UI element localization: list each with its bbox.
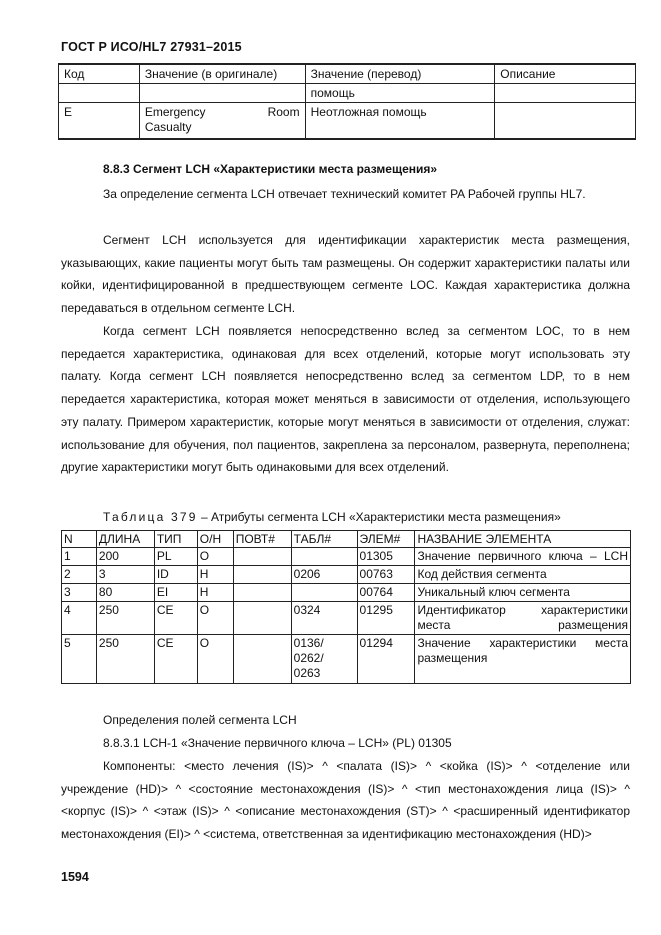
col-header-translation: Значение (перевод) <box>305 64 495 84</box>
table-row <box>59 103 636 140</box>
cell-line <box>145 105 300 120</box>
table-cell: Н <box>197 584 233 602</box>
col-header-type: ТИП <box>154 531 197 548</box>
table-cell: О <box>197 635 233 684</box>
table-row <box>62 584 631 602</box>
cell-word: Emergency <box>144 105 206 119</box>
paragraph: За определение сегмента LCH отвечает технический комитет PA Рабочей группы HL7. <box>103 187 586 201</box>
code-table-header-row <box>59 64 636 84</box>
table-cell: 200 <box>96 548 154 566</box>
table-caption <box>103 510 561 525</box>
col-header-repeat: ПОВТ# <box>233 531 291 548</box>
cell-line: 0136/ <box>293 636 324 650</box>
col-header-description: Описание <box>495 64 636 84</box>
table-cell: 00763 <box>357 566 415 584</box>
table-cell: ID <box>154 566 197 584</box>
table-cell <box>233 635 291 684</box>
fields-heading: Определения полей сегмента LCH <box>103 713 297 727</box>
field-sub-heading: 8.8.3.1 LCH-1 «Значение первичного ключа – LCH» (PL) 01305 <box>103 736 452 750</box>
table-cell: E <box>59 103 140 140</box>
table-cell <box>291 584 357 602</box>
col-header-element-name: НАЗВАНИЕ ЭЛЕМЕНТА <box>415 531 631 548</box>
col-header-length: ДЛИНА <box>96 531 154 548</box>
table-row <box>62 602 631 635</box>
table-cell: 01294 <box>357 635 415 684</box>
table-cell: 80 <box>96 584 154 602</box>
table-cell: помощь <box>305 84 495 103</box>
section-title: 8.8.3 Сегмент LCH «Характеристики места размещения» <box>103 162 438 176</box>
table-cell <box>291 635 357 684</box>
table-cell: 00764 <box>357 584 415 602</box>
table-cell: О <box>197 602 233 635</box>
paragraph: Компоненты: <место лечения (IS)> ^ <палата (IS)> ^ <койка (IS)> ^ <отделение или учреждение (HD)> ^ <состояние местонахождения (IS)> ^ <тип местонахождения лица (IS)> ^ <корпус (IS)> ^ <этаж (IS)> ^ <описание местонахождения (ST)> ^ <расширенный идентификатор местонахождения (EI)> ^ <система, ответственная за идентификацию местонахождения (HD)> <box>61 759 630 842</box>
table-cell: Значение характеристики места размещения <box>415 635 631 684</box>
cell-line: Casualty <box>144 120 192 134</box>
table-cell: Н <box>197 566 233 584</box>
document-header: ГОСТ Р ИСО/HL7 27931–2015 <box>61 40 242 54</box>
col-header-table: ТАБЛ# <box>291 531 357 548</box>
table-caption-label: Таблица 379 <box>103 510 198 524</box>
table-cell: Значение первичного ключа – LCH <box>415 548 631 566</box>
table-cell: CE <box>154 602 197 635</box>
table-cell: 2 <box>62 566 97 584</box>
table-cell: EI <box>154 584 197 602</box>
table-cell <box>139 103 305 140</box>
table-cell <box>495 84 636 103</box>
table-cell <box>139 84 305 103</box>
table-row <box>62 635 631 684</box>
table-cell: PL <box>154 548 197 566</box>
table-cell: 250 <box>96 602 154 635</box>
table-cell: 01295 <box>357 602 415 635</box>
table-cell: Код действия сегмента <box>415 566 631 584</box>
cell-line: 0263 <box>293 666 321 680</box>
col-header-original: Значение (в оригинале) <box>139 64 305 84</box>
table-cell: 5 <box>62 635 97 684</box>
table-cell: 4 <box>62 602 97 635</box>
table-cell <box>59 84 140 103</box>
table-cell: 3 <box>96 566 154 584</box>
table-cell: 1 <box>62 548 97 566</box>
paragraph: Сегмент LCH используется для идентификации характеристик места размещения, указывающих, какие пациенты могут быть там размещены. Он содержит характеристики палаты или койки, идентифицированной в предшествующем сегменте LOC. Каждая характеристика должна передаваться в отдельном сегменте LCH. <box>61 233 630 316</box>
table-row <box>59 84 636 103</box>
table-cell: Неотложная помощь <box>305 103 495 140</box>
code-table <box>58 63 636 140</box>
table-cell: 3 <box>62 584 97 602</box>
cell-line: 0262/ <box>293 651 324 665</box>
table-row <box>62 548 631 566</box>
table-cell <box>233 566 291 584</box>
table-row <box>62 566 631 584</box>
col-header-element: ЭЛЕМ# <box>357 531 415 548</box>
paragraph: Когда сегмент LCH появляется непосредственно вслед за сегментом LOC, то в нем передается характеристика, одинаковая для всех отделений, которые могут использовать эту палату. Когда сегмент LCH появляется непосредственно вслед за сегментом LDP, то в нем передается характеристика, которая может меняться в зависимости от отделения, использующего эту палату. Примером характеристик, которые могут меняться в зависимости от отделения, служат: использование для обучения, пол пациентов, закреплена за персоналом, развернута, переполнена; другие характеристики могут быть одинаковыми для всех отделений. <box>61 324 630 475</box>
table-cell: Уникальный ключ сегмента <box>415 584 631 602</box>
table-cell: О <box>197 548 233 566</box>
col-header-n: N <box>62 531 97 548</box>
page-number: 1594 <box>61 870 89 884</box>
table-cell <box>233 584 291 602</box>
table-cell: Идентификатор характеристики места размещения <box>415 602 631 635</box>
cell-word: Room <box>267 105 300 119</box>
table-cell: 01305 <box>357 548 415 566</box>
table-cell <box>495 103 636 140</box>
attributes-table <box>61 530 631 684</box>
table-cell <box>233 548 291 566</box>
table-caption-text: – Атрибуты сегмента LCH «Характеристики места размещения» <box>197 510 561 524</box>
col-header-opt: О/Н <box>197 531 233 548</box>
table-cell: 0206 <box>291 566 357 584</box>
table-cell: 0324 <box>291 602 357 635</box>
table-cell <box>233 602 291 635</box>
col-header-code: Код <box>59 64 140 84</box>
attributes-header-row <box>62 531 631 548</box>
table-cell: 250 <box>96 635 154 684</box>
table-cell <box>291 548 357 566</box>
table-cell: CE <box>154 635 197 684</box>
